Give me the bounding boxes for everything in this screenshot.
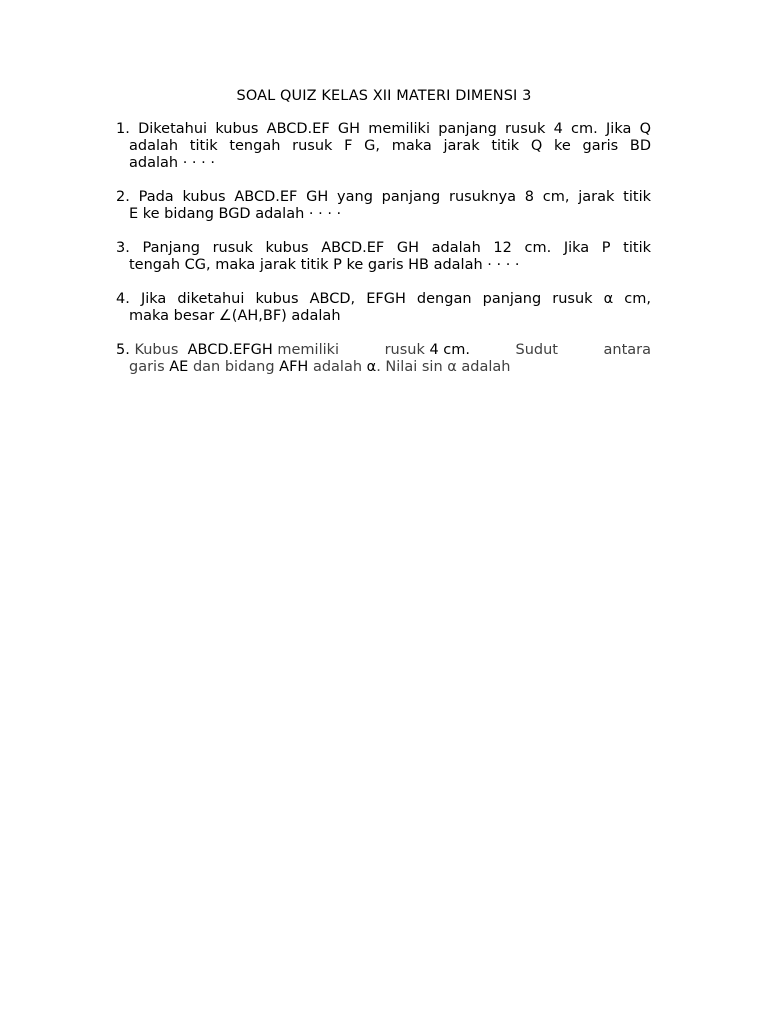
question-5 xyxy=(116,342,651,376)
question-5-word: Sudut xyxy=(515,342,558,358)
question-5-lead xyxy=(116,342,339,359)
question-text: Diketahui kubus ABCD.EF GH memiliki panjang rusuk 4 cm. Jika Q xyxy=(138,121,652,137)
question-text: Pada kubus ABCD.EF GH yang panjang rusuknya 8 cm, jarak titik xyxy=(138,189,651,205)
question-number: 4. xyxy=(116,291,130,307)
question-1-line-3: adalah · · · · xyxy=(129,155,215,171)
question-number: 2. xyxy=(116,189,130,205)
question-5-word: antara xyxy=(603,342,651,358)
question-5-line-1 xyxy=(116,342,651,359)
question-4-line-1 xyxy=(116,291,651,308)
question-5-term: α xyxy=(366,359,377,375)
question-number: 5. xyxy=(116,342,130,358)
question-4-line-2: maka besar ∠(AH,BF) adalah xyxy=(129,308,341,324)
question-1 xyxy=(116,121,651,172)
question-number: 1. xyxy=(116,121,130,137)
question-5-line-2 xyxy=(116,359,651,376)
question-2-line-1 xyxy=(116,189,651,206)
question-5-word: Kubus xyxy=(134,342,179,358)
question-text: Jika diketahui kubus ABCD, EFGH dengan panjang rusuk α cm, xyxy=(140,291,652,307)
question-5-term: AE xyxy=(169,359,189,375)
question-5-word: . Nilai sin α adalah xyxy=(376,359,511,375)
page-title: SOAL QUIZ KELAS XII MATERI DIMENSI 3 xyxy=(236,88,532,104)
question-5-term: ABCD.EFGH xyxy=(187,342,273,358)
question-3 xyxy=(116,240,651,274)
question-1-line-1 xyxy=(116,121,651,138)
question-5-word: dan bidang xyxy=(192,359,275,375)
question-text: Panjang rusuk kubus ABCD.EF GH adalah 12 cm. Jika P titik xyxy=(142,240,651,256)
question-5-word: garis xyxy=(129,359,165,375)
question-number: 3. xyxy=(116,240,130,256)
question-2-line-2: E ke bidang BGD adalah · · · · xyxy=(129,206,342,222)
question-5-word: adalah xyxy=(312,359,363,375)
question-5-term: 4 cm. xyxy=(429,342,471,358)
question-2 xyxy=(116,189,651,223)
question-3-line-2: tengah CG, maka jarak titik P ke garis HB adalah · · · · xyxy=(129,257,520,273)
question-4 xyxy=(116,291,651,325)
question-1-line-2: adalah titik tengah rusuk F G, maka jarak titik Q ke garis BD xyxy=(129,138,651,154)
question-5-word: memiliki xyxy=(277,342,340,358)
question-5-word: rusuk xyxy=(384,342,425,358)
question-5-group xyxy=(385,342,470,359)
question-5-term: AFH xyxy=(279,359,309,375)
question-3-line-1 xyxy=(116,240,651,257)
